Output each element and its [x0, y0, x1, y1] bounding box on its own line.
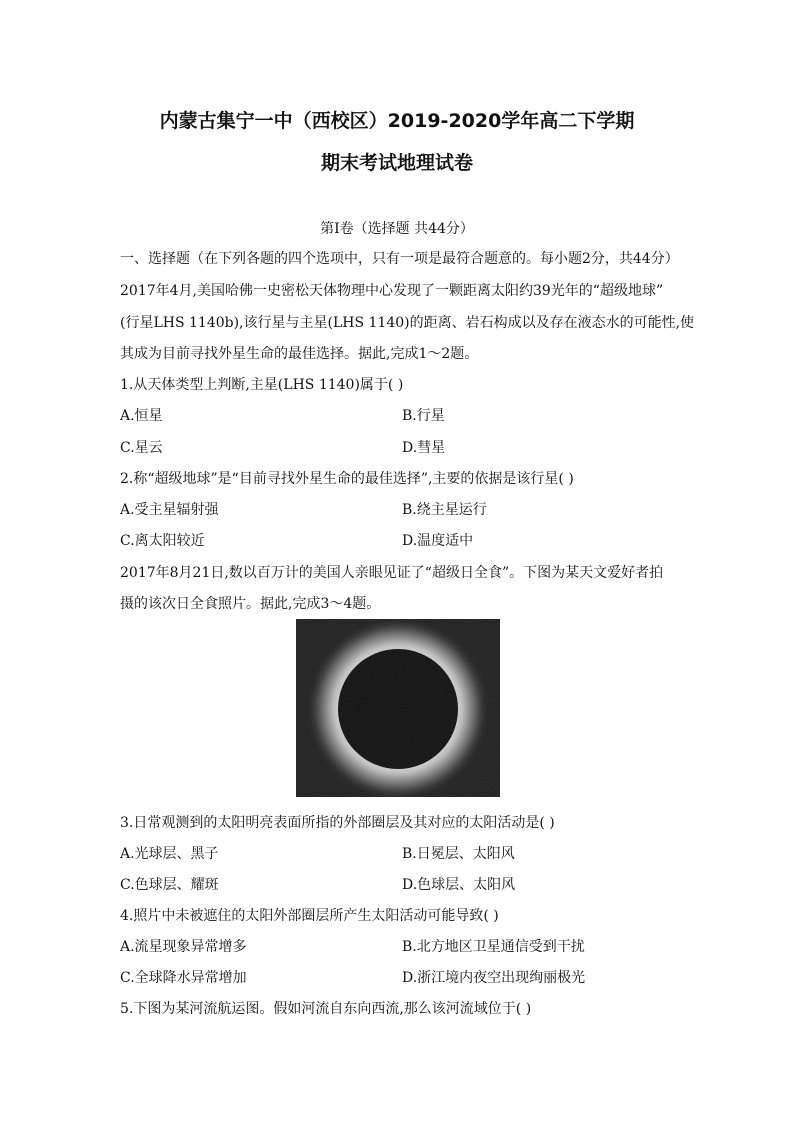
question-4-stem: 4.照片中未被遮住的太阳外部圈层所产生太阳活动可能导致( ) — [120, 908, 499, 924]
question-1-option-c: C.星云 — [120, 440, 163, 456]
question-2-option-d: D.温度适中 — [402, 533, 474, 549]
question-1-option-d: D.彗星 — [402, 440, 446, 456]
section-header: 第Ⅰ卷（选择题 共44分） — [320, 221, 474, 237]
passage1-line3: 其成为目前寻找外星生命的最佳选择。据此,完成1～2题。 — [120, 346, 479, 362]
solar-eclipse-photo — [296, 619, 500, 797]
question-4-option-a: A.流星现象异常增多 — [120, 939, 247, 955]
question-1-option-b: B.行星 — [402, 408, 445, 424]
question-5-stem: 5.下图为某河流航运图。假如河流自东向西流,那么该河流域位于( ) — [120, 1001, 532, 1017]
question-2-option-c: C.离太阳较近 — [120, 533, 205, 549]
question-2-option-b: B.绕主星运行 — [402, 502, 487, 518]
question-3-option-c: C.色球层、耀斑 — [120, 877, 219, 893]
question-3-stem: 3.日常观测到的太阳明亮表面所指的外部圈层及其对应的太阳活动是( ) — [120, 815, 555, 831]
question-2-stem: 2.称“超级地球”是“目前寻找外星生命的最佳选择”,主要的依据是该行星( ) — [120, 471, 574, 487]
question-4-option-c: C.全球降水异常增加 — [120, 970, 247, 986]
question-3-option-d: D.色球层、太阳风 — [402, 877, 516, 893]
question-1-option-a: A.恒星 — [120, 408, 163, 424]
question-4-option-d: D.浙江境内夜空出现绚丽极光 — [402, 970, 586, 986]
question-3-option-a: A.光球层、黑子 — [120, 846, 219, 862]
passage2-line1: 2017年8月21日,数以百万计的美国人亲眼见证了“超级日全食”。下图为某天文爱好者拍 — [120, 565, 664, 581]
question-2-option-a: A.受主星辐射强 — [120, 502, 219, 518]
passage1-line1: 2017年4月,美国哈佛一史密松天体物理中心发现了一颗距离太阳约39光年的“超级地球” — [120, 283, 664, 299]
question-4-option-b: B.北方地区卫星通信受到干扰 — [402, 939, 585, 955]
passage1-line2: (行星LHS 1140b),该行星与主星(LHS 1140)的距离、岩石构成以及存在液态水的可能性,使 — [120, 315, 695, 331]
eclipse-corona-graphic — [296, 619, 500, 797]
exam-title-line1: 内蒙古集宁一中（西校区）2019-2020学年高二下学期 — [159, 110, 635, 132]
question-3-option-b: B.日冕层、太阳风 — [402, 846, 515, 862]
instructions: 一、选择题（在下列各题的四个选项中，只有一项是最符合题意的。每小题2分，共44分） — [120, 251, 679, 267]
exam-title-line2: 期末考试地理试卷 — [320, 152, 473, 174]
passage2-line2: 摄的该次日全食照片。据此,完成3～4题。 — [120, 596, 381, 612]
question-1-stem: 1.从天体类型上判断,主星(LHS 1140)属于( ) — [120, 377, 404, 393]
